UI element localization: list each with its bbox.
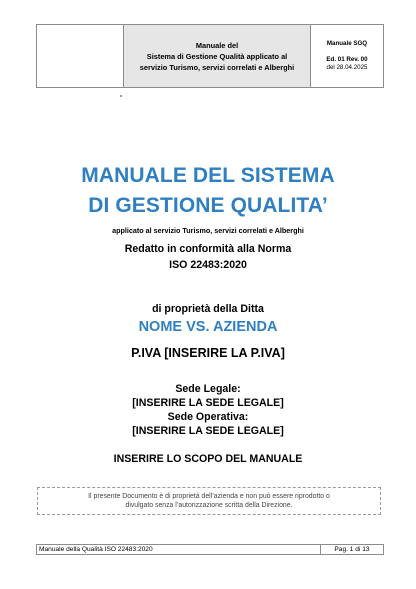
manual-scope: INSERIRE LO SCOPO DEL MANUALE bbox=[113, 453, 303, 465]
cover-subtitle: applicato al servizio Turismo, servizi correlati e Alberghi bbox=[112, 226, 304, 235]
document-code: Manuale SGQ bbox=[326, 40, 368, 47]
header-title-line: servizio Turismo, servizi correlati e Alberghi bbox=[139, 62, 295, 72]
header-title bbox=[124, 25, 311, 87]
document-footer bbox=[36, 544, 384, 555]
operative-seat-value: [INSERIRE LA SEDE LEGALE] bbox=[132, 425, 284, 437]
ownership-line: di proprietà della Ditta bbox=[152, 303, 264, 315]
document-header bbox=[36, 24, 384, 88]
cover-title-line2: DI GESTIONE QUALITA’ bbox=[88, 194, 328, 217]
cover-title-line1: MANUALE DEL SISTEMA bbox=[81, 164, 335, 187]
operative-seat-label: Sede Operativa: bbox=[167, 411, 249, 423]
page-number: Pag. 1 di 13 bbox=[334, 546, 370, 553]
header-title-line: Manuale del bbox=[195, 40, 239, 50]
confidentiality-notice bbox=[37, 487, 381, 515]
notice-line: Il presente Documento è di proprietà dell’azienda e non può essere riprodotto o bbox=[88, 492, 330, 500]
header-title-line: Sistema di Gestione Qualità applicato al bbox=[146, 51, 288, 61]
legal-seat-value: [INSERIRE LA SEDE LEGALE] bbox=[132, 397, 284, 409]
footer-title: Manuale della Qualità ISO 22483:2020 bbox=[37, 545, 321, 554]
edition-revision: Ed. 01 Rev. 00 bbox=[326, 56, 368, 63]
logo-placeholder bbox=[37, 25, 124, 87]
header-meta bbox=[311, 25, 383, 87]
company-name: NOME VS. AZIENDA bbox=[138, 319, 278, 335]
stray-mark bbox=[120, 95, 122, 97]
norm-line1: Redatto in conformità alla Norma bbox=[124, 243, 292, 255]
vat-number: P.IVA [INSERIRE LA P.IVA] bbox=[131, 346, 285, 360]
legal-seat-label: Sede Legale: bbox=[175, 383, 241, 395]
norm-line2: ISO 22483:2020 bbox=[169, 259, 247, 271]
notice-line: divulgato senza l’autorizzazione scritta della Direzione. bbox=[125, 502, 293, 509]
revision-date: del 28.04.2025 bbox=[326, 64, 368, 71]
